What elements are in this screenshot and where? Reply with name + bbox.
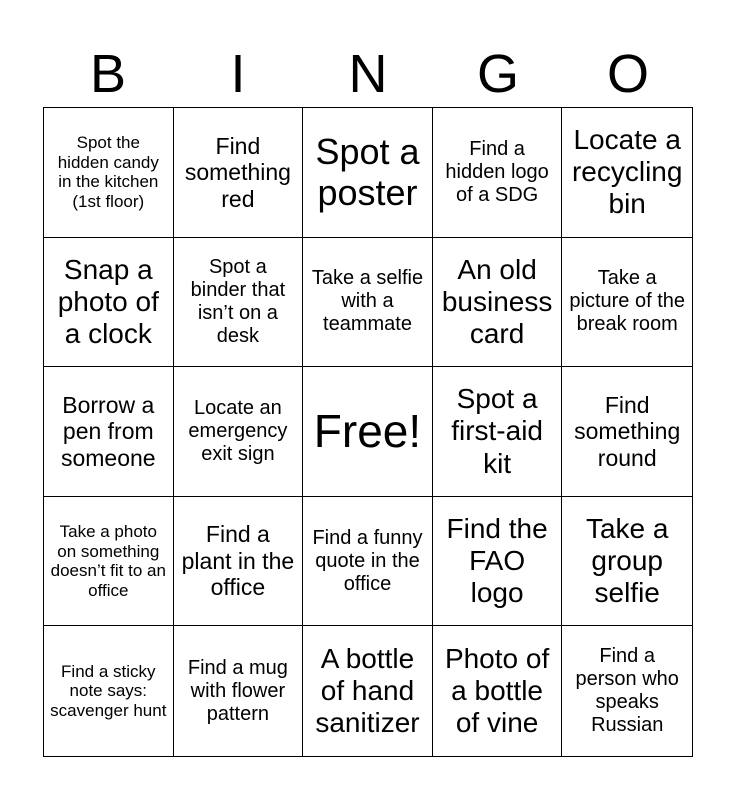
bingo-cell-r1c2[interactable]: Find something red: [174, 108, 304, 238]
bingo-header: [43, 40, 693, 108]
bingo-cell-r4c2[interactable]: Find a plant in the office: [174, 497, 304, 627]
bingo-cell-r2c3[interactable]: Take a selfie with a teammate: [303, 238, 433, 368]
bingo-cell-r1c5[interactable]: Locate a recycling bin: [562, 108, 692, 238]
bingo-cell-r4c1[interactable]: Take a photo on something doesn’t fit to an office: [44, 497, 174, 627]
bingo-cell-r5c3[interactable]: A bottle of hand sanitizer: [303, 626, 433, 756]
bingo-cell-r1c1[interactable]: Spot the hidden candy in the kitchen (1st floor): [44, 108, 174, 238]
bingo-cell-r3c5[interactable]: Find something round: [562, 367, 692, 497]
header-letter-b: B: [89, 44, 127, 104]
bingo-cell-r5c4[interactable]: Photo of a bottle of vine: [433, 626, 563, 756]
header-letter-n: N: [348, 44, 388, 104]
header-letter-o: O: [606, 44, 649, 104]
bingo-cell-r4c3[interactable]: Find a funny quote in the office: [303, 497, 433, 627]
bingo-cell-r1c4[interactable]: Find a hidden logo of a SDG: [433, 108, 563, 238]
bingo-card: [43, 107, 693, 757]
bingo-cell-r5c1[interactable]: Find a sticky note says: scavenger hunt: [44, 626, 174, 756]
bingo-cell-r1c3[interactable]: Spot a poster: [303, 108, 433, 238]
bingo-cell-r3c2[interactable]: Locate an emergency exit sign: [174, 367, 304, 497]
bingo-cell-r2c1[interactable]: Snap a photo of a clock: [44, 238, 174, 368]
bingo-cell-r5c5[interactable]: Find a person who speaks Russian: [575, 645, 679, 737]
bingo-cell-r3c1[interactable]: Borrow a pen from someone: [44, 367, 174, 497]
bingo-cell-r4c5[interactable]: Take a group selfie: [562, 497, 692, 627]
bingo-cell-r5c2[interactable]: Find a mug with flower pattern: [174, 626, 304, 756]
bingo-cell-r2c5[interactable]: Take a picture of the break room: [562, 238, 692, 368]
header-letter-i: I: [230, 44, 246, 104]
header-letter-g: G: [476, 44, 519, 104]
bingo-cell-r2c4[interactable]: An old business card: [433, 238, 563, 368]
bingo-cell-r4c4[interactable]: Find the FAO logo: [433, 497, 563, 627]
bingo-cell-free[interactable]: Free!: [303, 367, 433, 497]
bingo-cell-r2c2[interactable]: Spot a binder that isn’t on a desk: [174, 238, 304, 368]
bingo-cell-r3c4[interactable]: Spot a first-aid kit: [433, 367, 563, 497]
